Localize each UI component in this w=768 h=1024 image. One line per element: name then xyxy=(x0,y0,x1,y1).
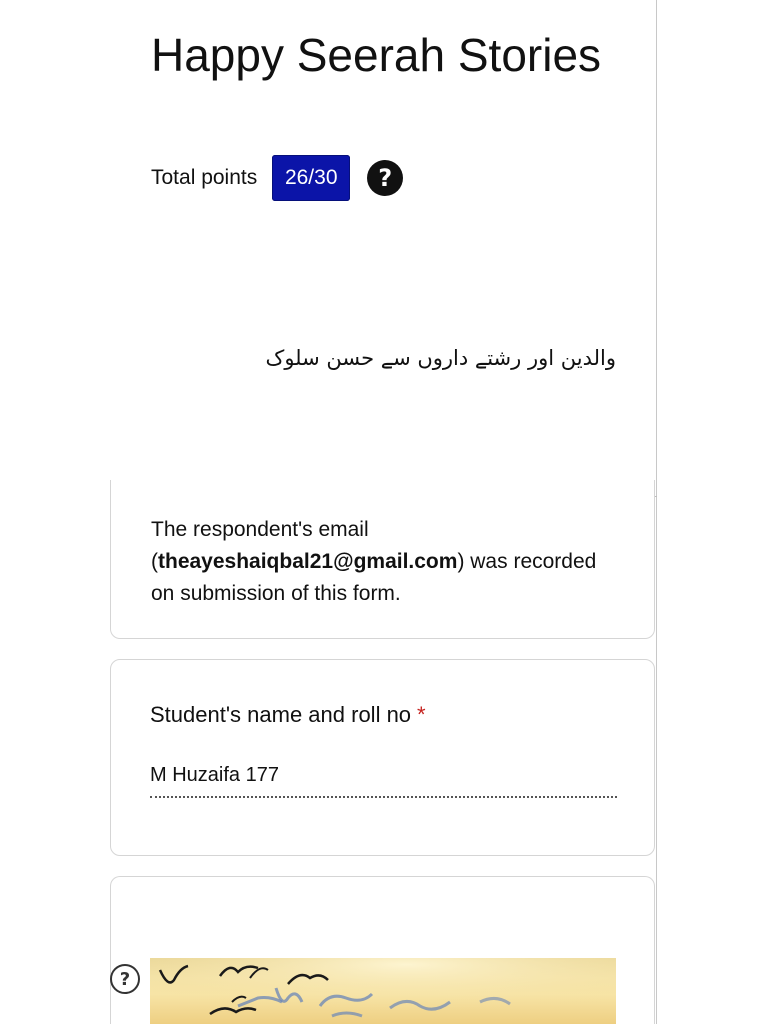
question-card-student-name xyxy=(110,659,655,856)
question-title xyxy=(150,702,426,728)
form-title: Happy Seerah Stories xyxy=(151,29,602,81)
birds-sunset-illustration xyxy=(150,958,616,1024)
question-image xyxy=(150,958,616,1024)
respondent-email: theayeshaiqbal21@gmail.com xyxy=(158,550,458,573)
answer-value: M Huzaifa 177 xyxy=(150,764,279,786)
question-label: Student's name and roll no xyxy=(150,702,412,727)
score-badge: 26/30 xyxy=(272,155,350,201)
form-description: والدین اور رشتے داروں سے حسن سلوک xyxy=(265,346,616,370)
points-help-icon[interactable]: ? xyxy=(367,160,403,196)
total-points-row xyxy=(151,154,403,202)
email-notice-text xyxy=(151,514,621,610)
question-help-icon[interactable]: ? xyxy=(110,964,140,994)
total-points-label: Total points xyxy=(151,166,258,189)
email-notice-prefix: The respondent's email ( xyxy=(151,518,369,573)
required-marker: * xyxy=(417,702,426,727)
answer-underline xyxy=(150,796,617,798)
email-notice-suffix: ) was recorded on submission of this form. xyxy=(151,550,597,605)
email-notice-card xyxy=(110,480,655,639)
page-edge-divider xyxy=(656,0,657,1024)
